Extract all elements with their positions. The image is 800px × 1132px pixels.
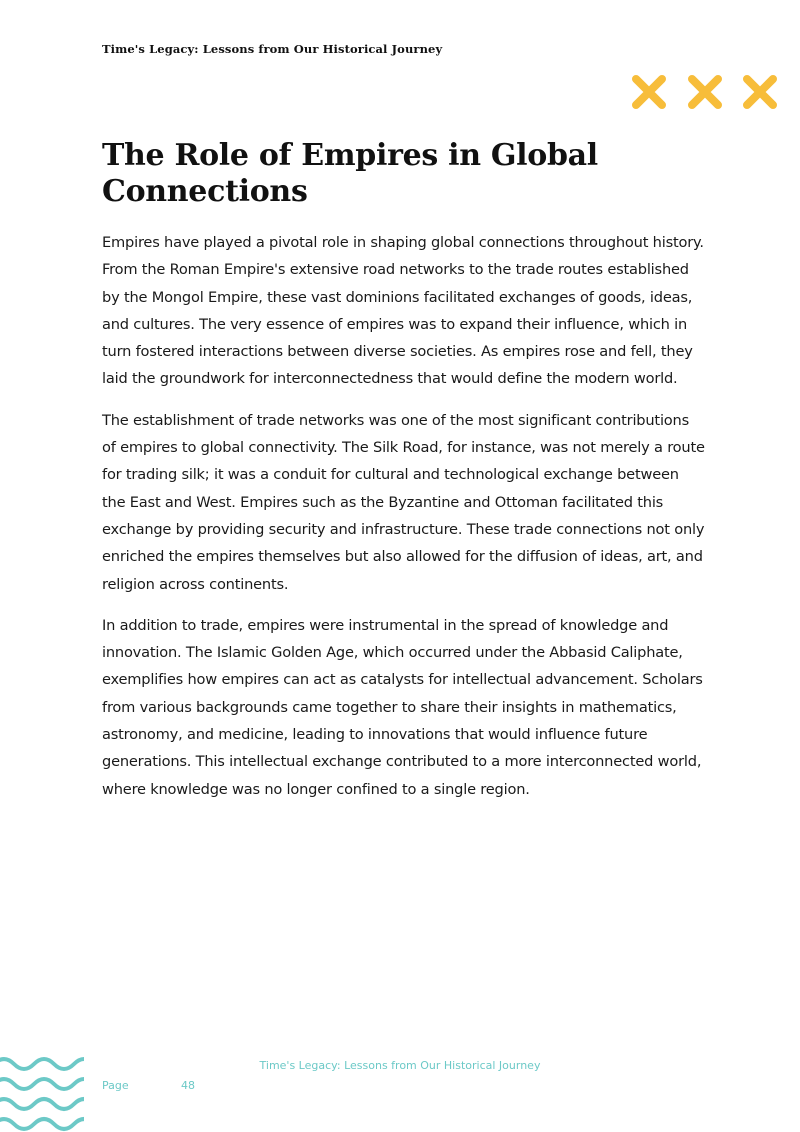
page-title: The Role of Empires in Global Connections	[102, 138, 598, 209]
paragraph: In addition to trade, empires were instrumental in the spread of knowledge and innovation. The Islamic Golden Age, which occurred under the Abbasid Caliphate, exemplifies how empires can act as catalysts for intellectual advancement. Scholars from various backgrounds came together to share their insights in mathematics, astronomy, and medicine, leading to innovations that would influence future generations. This intellectual exchange contributed to a more interconnected world, where knowledge was no longer confined to a single region.	[102, 616, 703, 798]
running-header: Time's Legacy: Lessons from Our Historical Journey	[102, 42, 443, 56]
page-label: Page	[102, 1079, 129, 1092]
page-number: 48	[181, 1079, 195, 1092]
article-body	[102, 229, 706, 817]
paragraph: Empires have played a pivotal role in shaping global connections throughout history. From the Roman Empire's extensive road networks to the trade routes established by the Mongol Empire, these vast dominions facilitated exchanges of goods, ideas, and cultures. The very essence of empires was to expand their influence, which in turn fostered interactions between diverse societies. As empires rose and fell, they laid the groundwork for interconnectedness that would define the modern world.	[102, 234, 704, 388]
footer-title: Time's Legacy: Lessons from Our Historical Journey	[259, 1059, 541, 1072]
paragraph: The establishment of trade networks was one of the most significant contributions of empires to global connectivity. The Silk Road, for instance, was not merely a route for trading silk; it was a conduit for cultural and technological exchange between the East and West. Empires such as the Byzantine and Ottoman facilitated this exchange by providing security and infrastructure. These trade connections not only enriched the empires themselves but also allowed for the diffusion of ideas, art, and religion across continents.	[102, 411, 705, 593]
x-icon	[742, 74, 778, 110]
x-icon	[631, 74, 667, 110]
x-icon	[687, 74, 723, 110]
